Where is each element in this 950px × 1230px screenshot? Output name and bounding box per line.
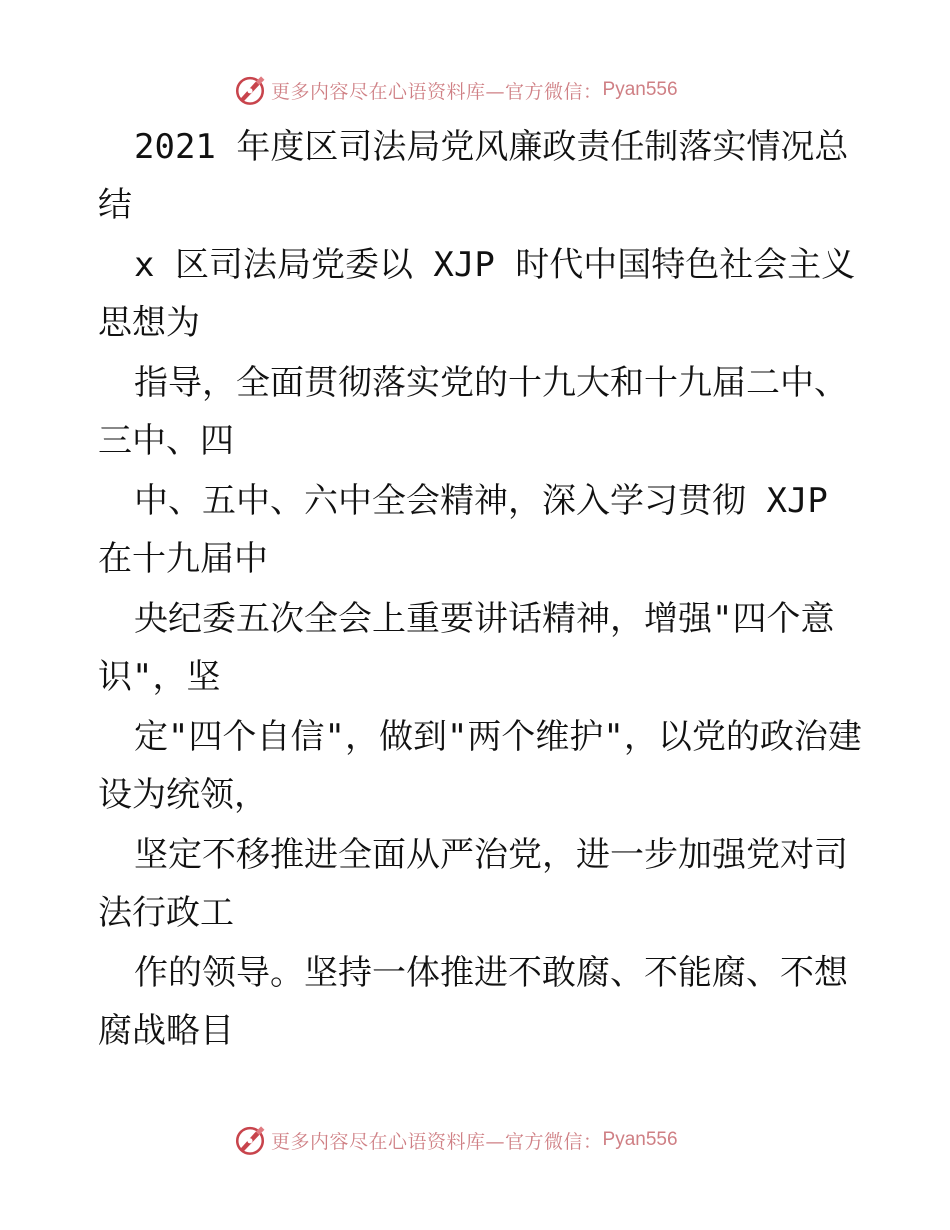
title-line-1: 2021 年度区司法局党风廉政责任制落实情况总	[134, 127, 849, 167]
watermark-text: 更多内容尽在心语资料库—官方微信：	[271, 80, 603, 103]
paragraph-line: 中、五中、六中全会精神，深入学习贯彻 XJP	[134, 481, 828, 521]
pen-logo-icon	[233, 73, 267, 107]
paragraph-line: 央纪委五次全会上重要讲话精神，增强"四个意	[134, 599, 835, 639]
paragraph-line: 指导，全面贯彻落实党的十九大和十九届二中、	[134, 363, 848, 403]
paragraph-line: 思想为	[98, 303, 200, 343]
title-line-2: 结	[98, 185, 132, 225]
pen-logo-icon	[233, 1123, 267, 1157]
watermark-wechat-id: Pyan556	[602, 1129, 678, 1150]
paragraph-line: x 区司法局党委以 XJP 时代中国特色社会主义	[134, 245, 856, 285]
paragraph-line: 识"，坚	[98, 657, 221, 697]
paragraph-line: 腐战略目	[98, 1011, 234, 1051]
paragraph-line: 法行政工	[98, 893, 234, 933]
watermark-header	[233, 72, 678, 108]
paragraph-line: 在十九届中	[98, 539, 268, 579]
watermark-wechat-id: Pyan556	[602, 79, 678, 100]
paragraph-line: 坚定不移推进全面从严治党，进一步加强党对司	[134, 835, 848, 875]
watermark-text: 更多内容尽在心语资料库—官方微信：	[271, 1130, 603, 1153]
paragraph-line: 三中、四	[98, 421, 234, 461]
watermark-footer	[233, 1122, 678, 1158]
paragraph-line: 定"四个自信"，做到"两个维护"，以党的政治建	[134, 717, 862, 757]
paragraph-line: 设为统领，	[98, 775, 268, 815]
paragraph-line: 作的领导。坚持一体推进不敢腐、不能腐、不想	[134, 953, 848, 993]
